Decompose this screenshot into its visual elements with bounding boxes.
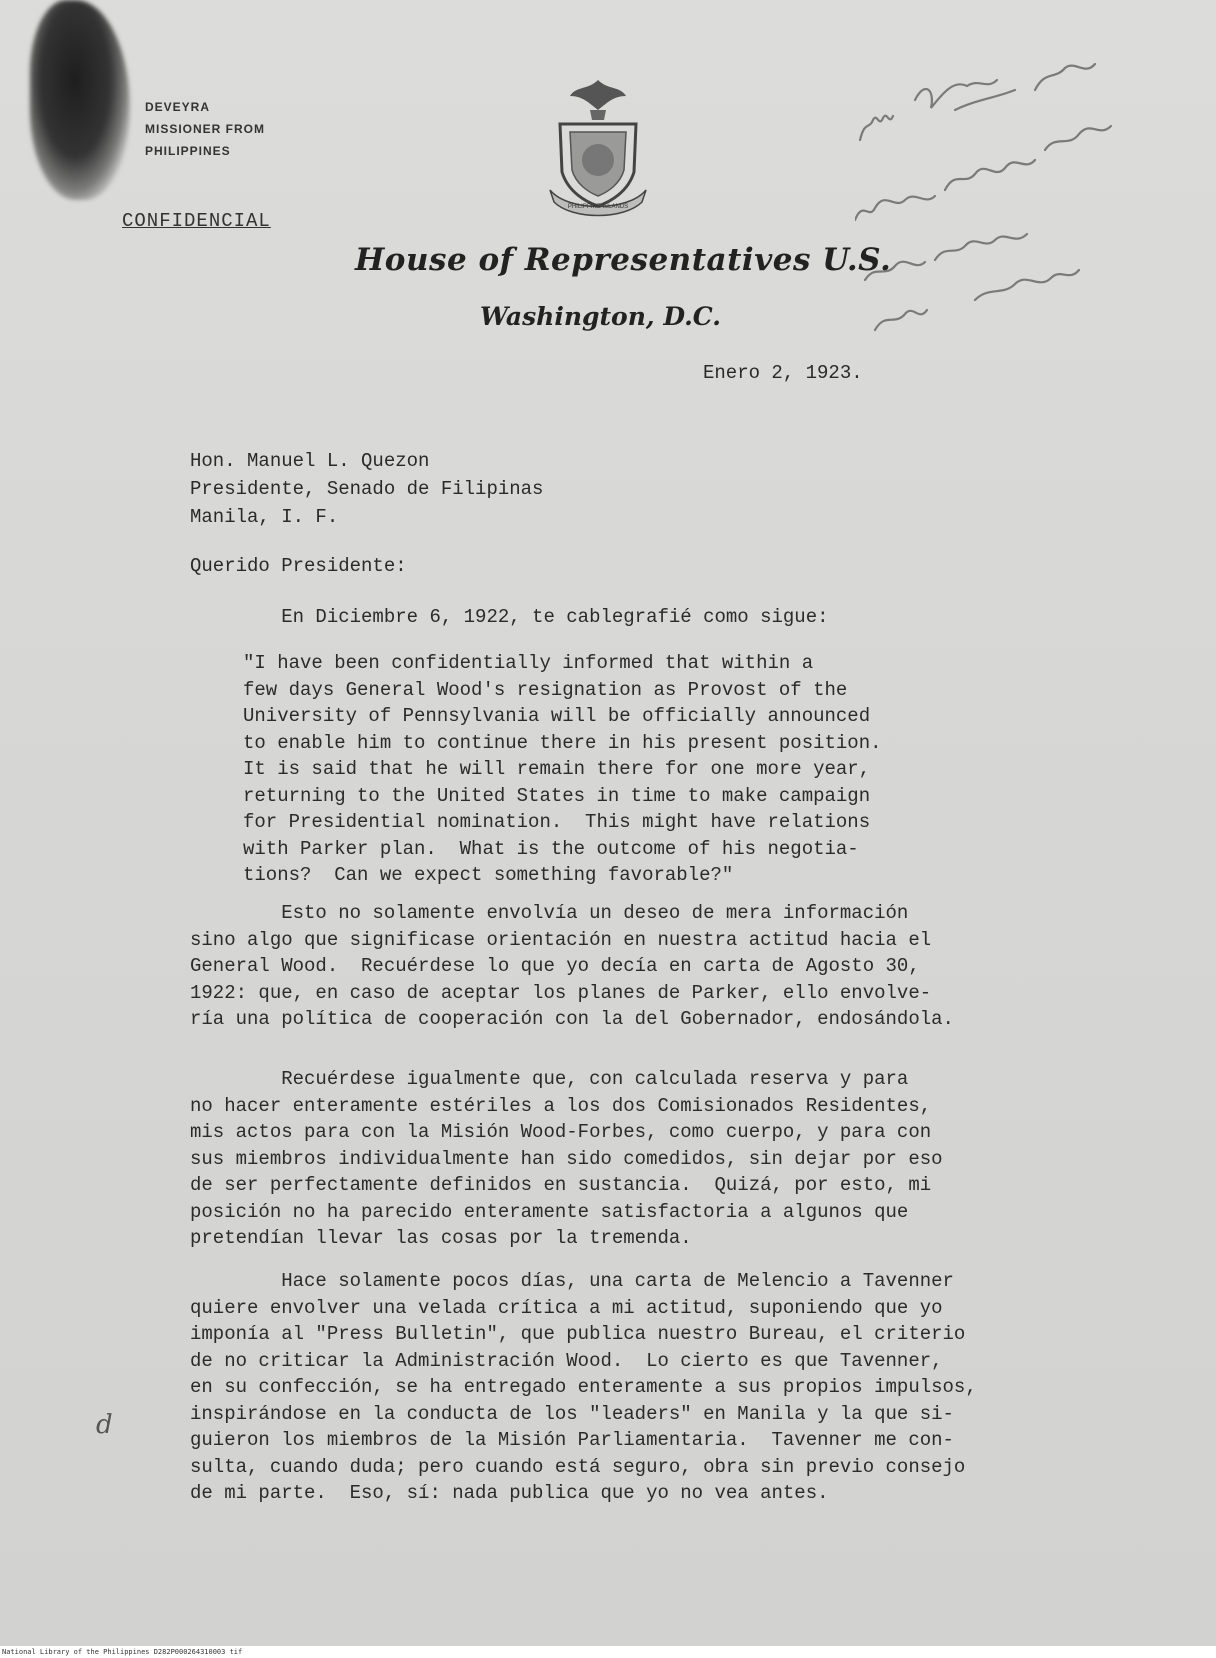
washington-location: Washington, D.C.: [480, 302, 721, 331]
commissioner-office-line2: PHILIPPINES: [145, 144, 231, 158]
paragraph-2: Esto no solamente envolvía un deseo de mera información sino algo que significase orientación en nuestra actitud hacia el General Wood. Recuérdese lo que yo decía en carta de Agosto 30, 1922: que, en caso de aceptar los planes de Parker, ello envolve- ría una política de cooperación con la del Gobernador, endosándola.: [190, 902, 954, 1030]
recipient-line3: Manila, I. F.: [190, 506, 339, 528]
handwritten-note-icon: [855, 50, 1185, 350]
recipient-address: [190, 447, 543, 531]
cable-quote: "I have been confidentially informed that within a few days General Wood's resignation as Provost of the University of Pennsylvania will be officially announced to enable him to continue there in his present position. It is said that he will remain there for one more year, returning to the United States in time to make campaign for Presidential nomination. This might have relations with Parker plan. What is the outcome of his negotia- tions? Can we expect something favorable?": [243, 652, 882, 886]
recipient-line1: Hon. Manuel L. Quezon: [190, 450, 430, 472]
paragraph-3: Recuérdese igualmente que, con calculada reserva y para no hacer enteramente estériles a los dos Comisionados Residentes, mis actos para con la Misión Wood-Forbes, como cuerpo, y para con sus miembros individualmente han sido comedidos, sin dejar por eso de ser perfectamente definidos en sustancia. Quizá, por esto, mi posición no ha parecido enteramente satisfactoria a algunos que pretendían llevar las cosas por la tremenda.: [190, 1068, 943, 1249]
seal-emblem-icon: [538, 72, 658, 222]
commissioner-name: DEVEYRA: [145, 100, 211, 114]
recipient-line2: Presidente, Senado de Filipinas: [190, 478, 544, 500]
ink-stain: [30, 0, 130, 200]
confidential-label: CONFIDENCIAL: [122, 210, 271, 232]
archive-footer: National Library of the Philippines D282P000264310003 tif: [0, 1646, 1216, 1658]
commissioner-letterhead: [145, 96, 265, 162]
house-of-representatives-title: House of Representatives U.S.: [355, 242, 892, 278]
commissioner-office-line1: MISSIONER FROM: [145, 122, 266, 136]
paragraph-4: Hace solamente pocos días, una carta de Melencio a Tavenner quiere envolver una velada crítica a mi actitud, suponiendo que yo imponía al "Press Bulletin", que publica nuestro Bureau, el criterio de no criticar la Administración Wood. Lo cierto es que Tavenner, en su confección, se ha entregado enteramente a sus propios impulsos, inspirándose en la conducta de los "leaders" en Manila y la que si- guieron los miembros de la Misión Parliamentaria. Tavenner me con- sulta, cuando duda; pero cuando está seguro, obra sin previo consejo de mi parte. Eso, sí: nada publica que yo no vea antes.: [190, 1270, 977, 1504]
seal-ribbon-text: PHILIPPINE ISLANDS: [567, 204, 629, 210]
paragraph-intro: En Diciembre 6, 1922, te cablegrafié como sigue:: [190, 606, 829, 628]
salutation: Querido Presidente:: [190, 555, 407, 577]
letter-date: Enero 2, 1923.: [703, 362, 863, 384]
margin-mark: d: [96, 1410, 113, 1440]
